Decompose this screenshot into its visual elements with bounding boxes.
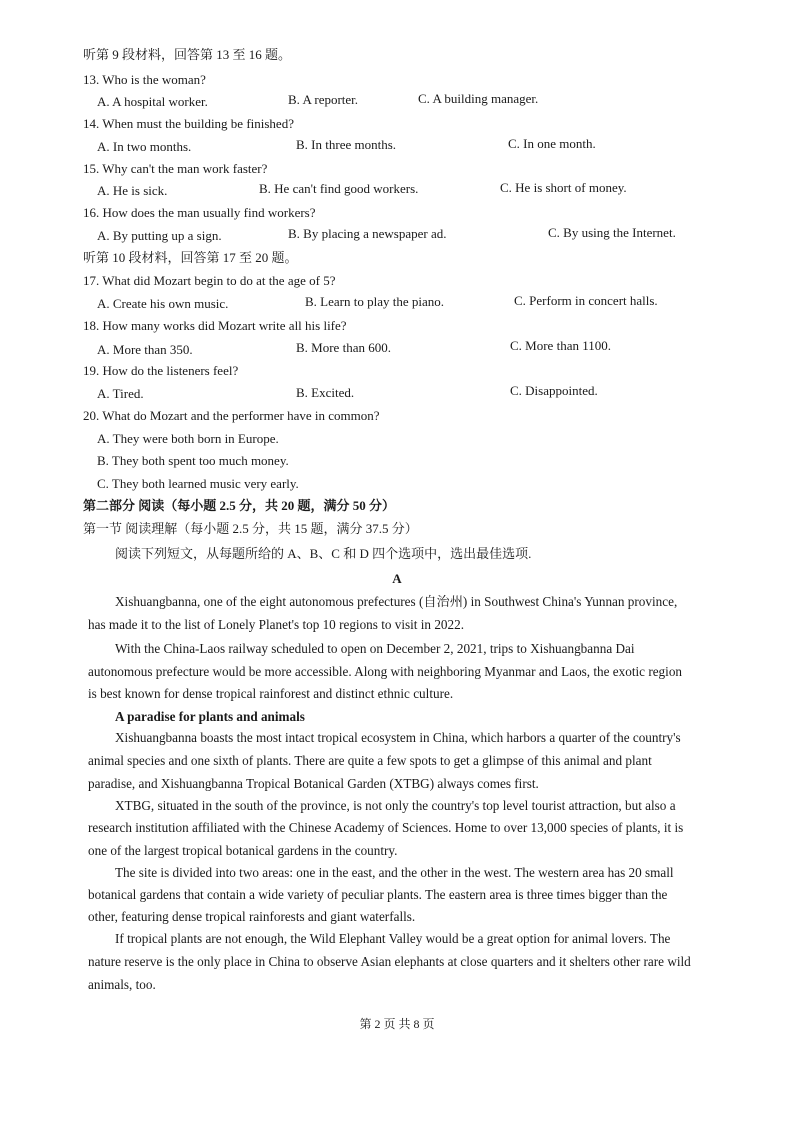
q15-option-c: C. He is short of money. [500, 180, 627, 195]
q20-option-c: C. They both learned music very early. [97, 476, 299, 491]
q14-option-b: B. In three months. [296, 137, 397, 152]
q15-option-b: B. He can't find good workers. [259, 181, 419, 196]
q19-option-b: B. Excited. [296, 385, 355, 400]
q15-option-a: A. He is sick. [97, 183, 168, 198]
q14-option-a: A. In two months. [97, 139, 192, 154]
question-15: 15. Why can't the man work faster? [83, 161, 268, 176]
question-17: 17. What did Mozart begin to do at the age of 5? [83, 273, 336, 288]
q19-option-a: A. Tired. [97, 386, 144, 401]
section-1-title: 第一节 阅读理解（每小题 2.5 分，共 15 题，满分 37.5 分） [83, 521, 418, 536]
question-13: 13. Who is the woman? [83, 72, 206, 87]
q20-option-b: B. They both spent too much money. [97, 453, 289, 468]
q13-option-c: C. A building manager. [418, 91, 539, 106]
passage-line: The site is divided into two areas: one in the east, and the other in the west. The western area has 20 small [115, 865, 674, 880]
q18-option-c: C. More than 1100. [510, 338, 611, 353]
q18-option-a: A. More than 350. [97, 342, 193, 357]
q16-option-c: C. By using the Internet. [548, 225, 676, 240]
q13-option-a: A. A hospital worker. [97, 94, 208, 109]
passage-line: paradise, and Xishuangbanna Tropical Botanical Garden (XTBG) always comes first. [88, 776, 539, 791]
section-heading-listening-10: 听第 10 段材料，回答第 17 至 20 题。 [83, 250, 298, 265]
q13-option-b: B. A reporter. [288, 92, 359, 107]
passage-line: autonomous prefecture would be more accessible. Along with neighboring Myanmar and Laos, the exotic region [88, 664, 683, 679]
q14-option-c: C. In one month. [508, 136, 596, 151]
passage-line: Xishuangbanna boasts the most intact tropical ecosystem in China, which harbors a quarter of the country's [115, 730, 681, 745]
passage-line: research institution affiliated with the Chinese Academy of Sciences. Home to over 13,000 species of plants, it is [88, 820, 684, 835]
section-heading-listening-9: 听第 9 段材料，回答第 13 至 16 题。 [83, 47, 292, 62]
q16-option-a: A. By putting up a sign. [97, 228, 222, 243]
reading-instructions: 阅读下列短文，从每题所给的 A、B、C 和 D 四个选项中，选出最佳选项. [115, 546, 532, 561]
passage-line: nature reserve is the only place in China to observe Asian elephants at close quarters and it shelters other rare wild [88, 954, 691, 969]
page-footer: 第 2 页 共 8 页 [359, 1017, 435, 1031]
passage-line: other, featuring dense tropical rainforests and giant waterfalls. [88, 909, 416, 924]
passage-line: Xishuangbanna, one of the eight autonomous prefectures (自治州) in Southwest China's Yunnan province, [115, 594, 678, 609]
question-14: 14. When must the building be finished? [83, 116, 294, 131]
question-20: 20. What do Mozart and the performer have in common? [83, 408, 380, 423]
part-2-title: 第二部分 阅读（每小题 2.5 分，共 20 题，满分 50 分） [83, 498, 396, 513]
passage-line: one of the largest tropical botanical gardens in the country. [88, 843, 398, 858]
passage-line: botanical gardens that contain a wide variety of peculiar plants. The eastern area is three times bigger than the [88, 887, 668, 902]
question-18: 18. How many works did Mozart write all his life? [83, 318, 347, 333]
passage-line: animals, too. [88, 977, 156, 992]
q17-option-b: B. Learn to play the piano. [305, 294, 444, 309]
q19-option-c: C. Disappointed. [510, 383, 598, 398]
passage-label: A [392, 571, 402, 586]
question-16: 16. How does the man usually find workers? [83, 205, 316, 220]
passage-line: If tropical plants are not enough, the Wild Elephant Valley would be a great option for animal lovers. The [115, 931, 671, 946]
passage-line: animal species and one sixth of plants. There are quite a few spots to get a glimpse of this animal and plant [88, 753, 652, 768]
q20-option-a: A. They were both born in Europe. [97, 431, 279, 446]
q16-option-b: B. By placing a newspaper ad. [288, 226, 447, 241]
question-19: 19. How do the listeners feel? [83, 363, 239, 378]
passage-subheading: A paradise for plants and animals [115, 709, 305, 724]
q18-option-b: B. More than 600. [296, 340, 391, 355]
q17-option-a: A. Create his own music. [97, 296, 229, 311]
passage-line: has made it to the list of Lonely Planet's top 10 regions to visit in 2022. [88, 617, 464, 632]
passage-line: With the China-Laos railway scheduled to open on December 2, 2021, trips to Xishuangbanna Dai [115, 641, 635, 656]
passage-line: XTBG, situated in the south of the province, is not only the country's top level tourist attraction, but also a [115, 798, 676, 813]
q17-option-c: C. Perform in concert halls. [514, 293, 658, 308]
passage-line: is best known for dense tropical rainforest and distinct ethnic culture. [88, 686, 454, 701]
